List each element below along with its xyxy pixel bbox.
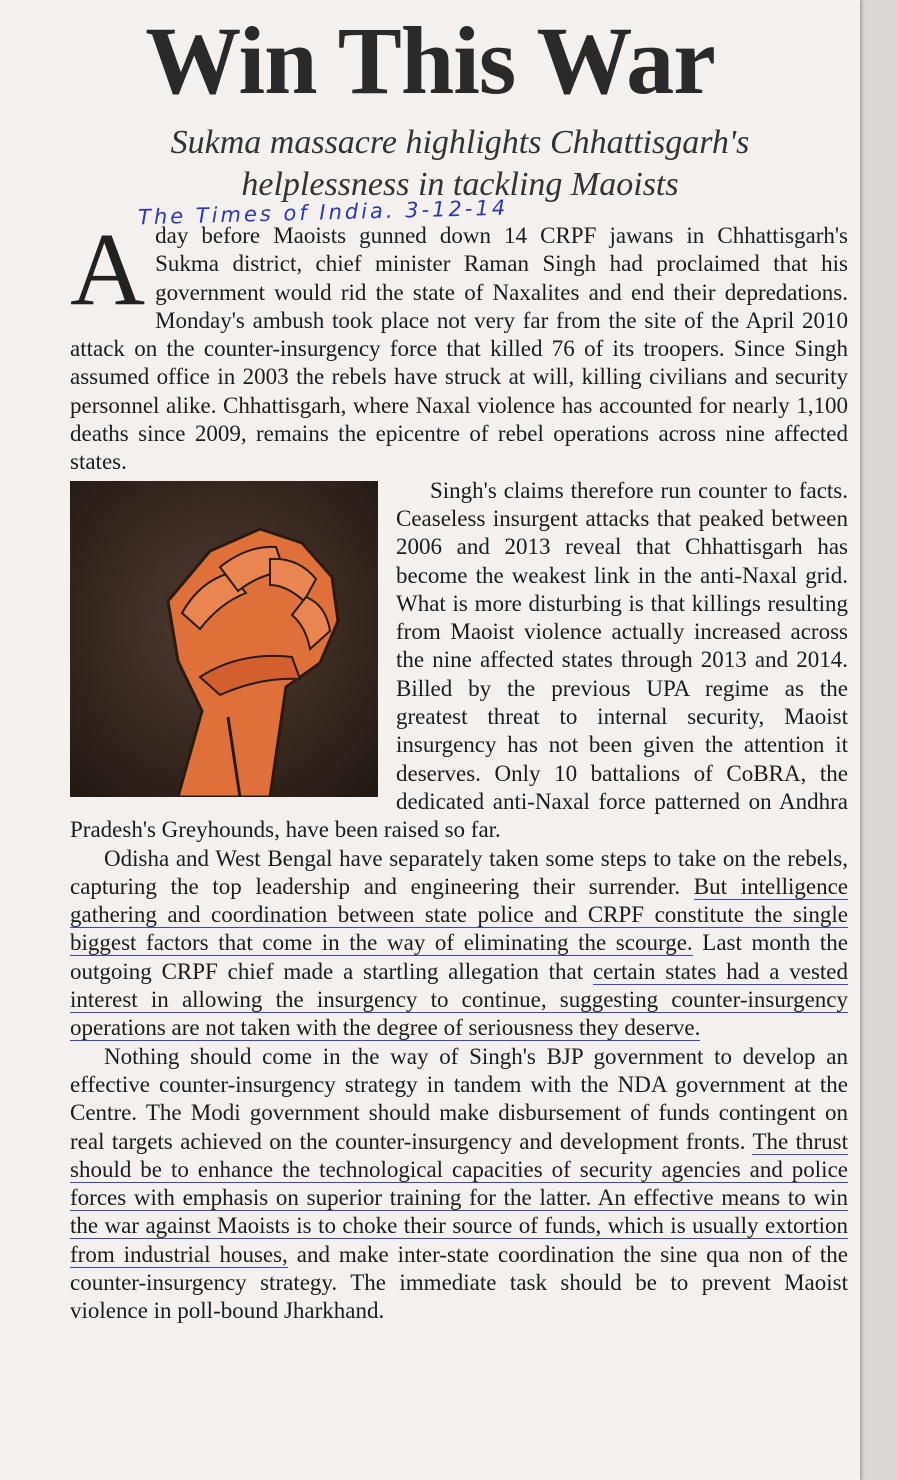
drop-cap: A (70, 212, 146, 327)
paragraph-1-text: day before Maoists gunned down 14 CRPF jawans in Chhattisgarh's Sukma district, chief minister Raman Singh had proclaimed that his government would rid the state of Naxalites and end their depredations. Monday's ambush took place not very far from the site of the April 2010 attack on the counter-insurgency force that killed 76 of its troopers. Since Singh assumed office in 2003 the rebels have struck at will, killing civilians and security personnel alike. Chhattisgarh, where Naxal violence has accounted for nearly 1,100 deaths since 2009, remains the epicentre of rebel operations across nine affected states. (70, 223, 848, 475)
paragraph-3-mid: Last month the outgoing CRPF chief made a startling allegation that (70, 930, 848, 984)
paragraph-4 (70, 1043, 848, 1326)
paragraph-4-end: and make inter-state coordination the sine qua non of the counter-insurgency strategy. The immediate task should be to prevent Maoist violence in poll-bound Jharkhand. (70, 1241, 848, 1324)
paragraph-2-text: Singh's claims therefore run counter to facts. Ceaseless insurgent attacks that peaked between 2006 and 2013 reveal that Chhattisgarh has become the weakest link in the anti-Naxal grid. What is more disturbing is that killings resulting from Maoist violence actually increased across the nine affected states through 2013 and 2014. Billed by the previous UPA regime as the greatest threat to internal security, Maoist insurgency has not been given the attention it deserves. Only 10 battalions of CoBRA, the dedicated anti-Naxal force patterned on Andhra Pradesh's Greyhounds, have been raised so far. (70, 477, 848, 843)
headline: Win This War (145, 7, 715, 114)
raised-fist-illustration (70, 481, 378, 797)
fist-icon (70, 481, 378, 797)
paragraph-3-start: Odisha and West Bengal have separately taken some steps to take on the rebels, capturing the top leadership and engineering their surrender. (70, 845, 848, 899)
deck-line-1: Sukma massacre highlights Chhattisgarh's (170, 124, 750, 161)
pen-underline-3: The thrust should be to enhance the technological capacities of security agencies and police forces with emphasis on superior training for the latter. An effective means to win the war against Maoists is to choke their source of funds, which is usually extortion from industrial houses, (70, 1128, 848, 1267)
deck (60, 122, 860, 206)
deck-line-2: helplessness in tackling Maoists (241, 166, 679, 203)
paragraph-3 (70, 845, 848, 1043)
handwritten-source-note: The Times of India. 3-12-14 (137, 195, 509, 230)
pen-underline-1: But intelligence gathering and coordination between state police and CRPF constitute the single biggest factors that come in the way of eliminating the scourge. (70, 873, 849, 956)
pen-underline-2: certain states had a vested interest in allowing the insurgency to continue, suggesting counter-insurgency operations are not taken with the degree of seriousness they deserve. (70, 958, 848, 1041)
paragraph-4-start: Nothing should come in the way of Singh's BJP government to develop an effective counter-insurgency strategy in tandem with the NDA government at the Centre. The Modi government should make disbursement of funds contingent on real targets achieved on the counter-insurgency and development fronts. (70, 1043, 848, 1154)
paragraph-2 (70, 477, 848, 845)
